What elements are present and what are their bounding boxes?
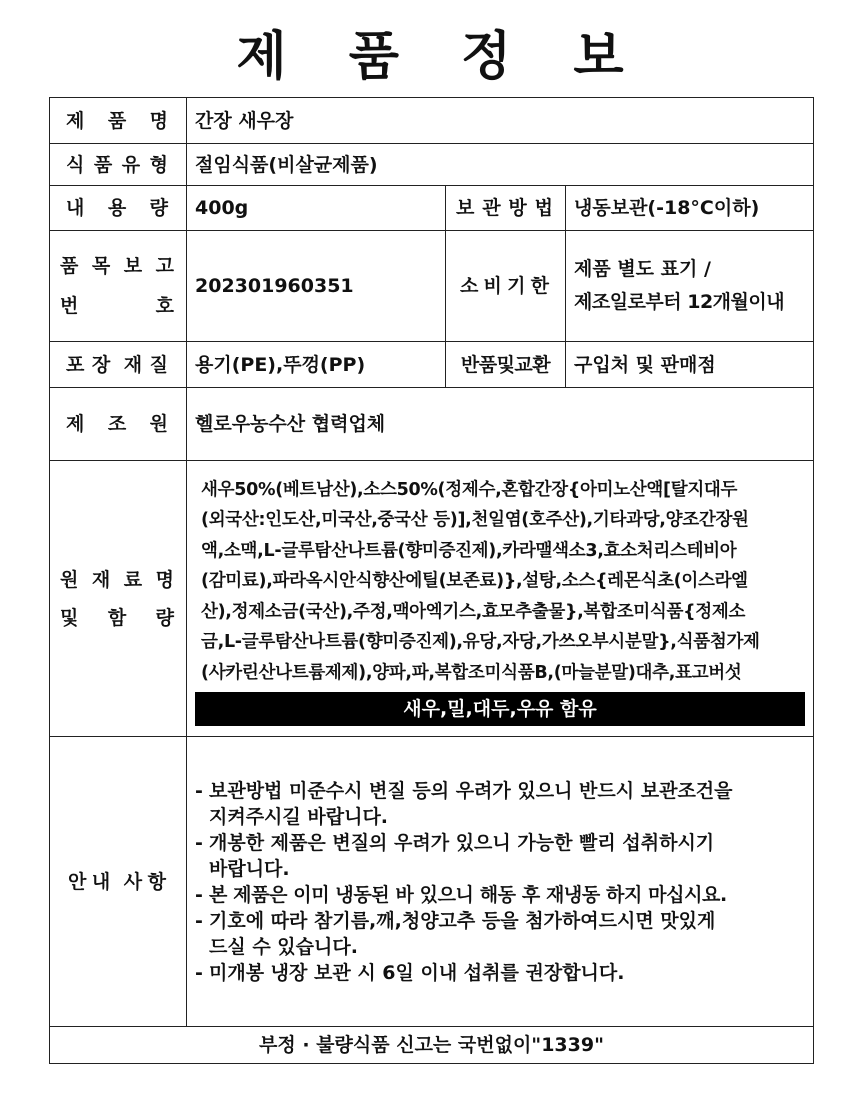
notice-item: - 기호에 따라 참기름,깨,청양고추 등을 첨가하여드시면 맛있게 드실 수 있습니다. (195, 909, 716, 958)
return-label: 반품및교환 (446, 342, 566, 388)
ingredients-label: 원 재 료 명 및 함 량 (50, 461, 187, 737)
food-type-label: 식 품 유 형 (50, 144, 187, 186)
row-footer (50, 1027, 814, 1064)
row-notice (50, 737, 814, 1027)
notice-item: - 보관방법 미준수시 변질 등의 우려가 있으니 반드시 보관조건을 지켜주시길 바랍니다. (195, 779, 733, 828)
packaging-label: 포 장 재 질 (50, 342, 187, 388)
row-packaging (50, 342, 814, 388)
packaging-value: 용기(PE),뚜껑(PP) (187, 342, 446, 388)
storage-value: 냉동보관(-18°C이하) (566, 186, 814, 231)
row-volume (50, 186, 814, 231)
notice-item: - 개봉한 제품은 변질의 우려가 있으니 가능한 빨리 섭취하시기 바랍니다. (195, 831, 715, 880)
product-info-table (49, 97, 814, 1064)
allergen-banner: 새우,밀,대두,우유 함유 (195, 692, 805, 726)
notice-item: - 미개봉 냉장 보관 시 6일 이내 섭취를 권장합니다. (195, 961, 625, 984)
ingredients-cell (187, 461, 814, 737)
product-name-value: 간장 새우장 (187, 98, 814, 144)
expiry-value: 제품 별도 표기 / 제조일로부터 12개월이내 (566, 231, 814, 342)
manufacturer-value: 헬로우농수산 협력업체 (187, 388, 814, 461)
storage-label: 보 관 방 법 (446, 186, 566, 231)
ingredients-text: 새우50%(베트남산),소스50%(정제수,혼합간장{아미노산액[탈지대두 (외국산:인도산,미국산,중국산 등)],천일염(호주산),기타과당,양조간장원 액,소맥,L-글루탐산나트륨(향미증진제),카라맬색소3,효소처리스테비아 (감미료),파라옥시안식향산에틸(보존료)},설탕,소스{레몬식초(이스라엘 산),정제소금(국산),주정,맥아엑기스,효모추출물},복합조미식품{정제소 금,L-글루탐산나트륨(향미증진제),유당,자당,가쓰오부시분말},식품첨가제 (사카린산나트륨제제),양파,파,복합조미식품B,(마늘분말)대추,표고버섯 (201, 479, 760, 683)
product-name-label: 제 품 명 (50, 98, 187, 144)
volume-value: 400g (187, 186, 446, 231)
expiry-label: 소 비 기 한 (446, 231, 566, 342)
row-manufacturer (50, 388, 814, 461)
page-title: 제 품 정 보 (236, 27, 646, 87)
row-report-number (50, 231, 814, 342)
notice-label: 안 내 사 항 (50, 737, 187, 1027)
report-number-label: 품 목 보 고 번 호 (50, 231, 187, 342)
report-number-value: 202301960351 (187, 231, 446, 342)
row-food-type (50, 144, 814, 186)
notice-list (187, 737, 814, 1027)
manufacturer-label: 제 조 원 (50, 388, 187, 461)
return-value: 구입처 및 판매점 (566, 342, 814, 388)
row-product-name (50, 98, 814, 144)
volume-label: 내 용 량 (50, 186, 187, 231)
row-ingredients (50, 461, 814, 737)
food-type-value: 절임식품(비살균제품) (187, 144, 814, 186)
report-hotline-notice: 부정 · 불량식품 신고는 국번없이"1339" (50, 1027, 814, 1064)
notice-item: - 본 제품은 이미 냉동된 바 있으니 해동 후 재냉동 하지 마십시요. (195, 883, 727, 906)
